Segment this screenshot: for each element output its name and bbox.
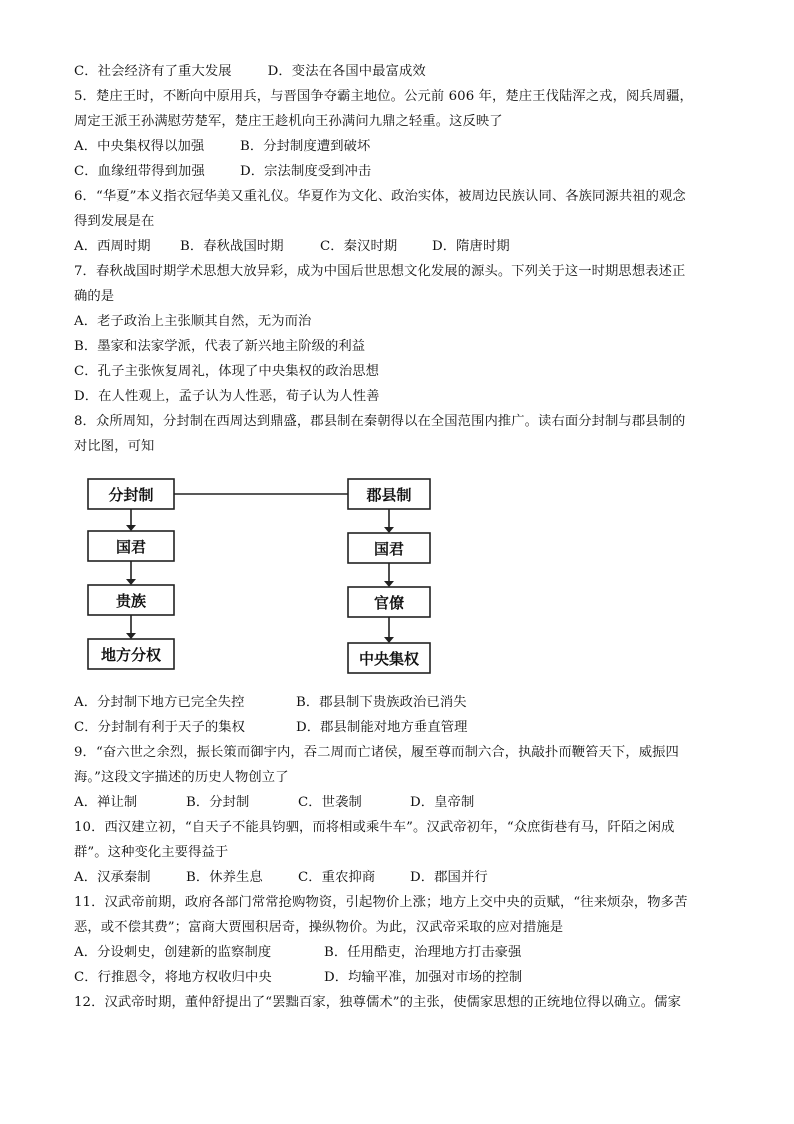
option-d: D．郡国并行 xyxy=(410,870,488,885)
question-7-text: 7．春秋战国时期学术思想大放异彩，成为中国后世思想文化发展的源头。下列关于这一时期思想表述正 xyxy=(74,264,686,279)
question-9-text: 9．“奋六世之余烈，振长策而御宇内，吞二周而亡诸侯，履至尊而制六合，执敲扑而鞭笞天下，威振四 xyxy=(74,745,679,760)
option-line xyxy=(74,793,474,813)
option-line xyxy=(74,968,522,988)
question-10-text-cont: 群”。这种变化主要得益于 xyxy=(74,845,229,860)
arrow-head xyxy=(126,579,136,585)
question-11-text-cont: 恶，或不偿其费”；富商大贾囤积居奇，操纵物价。为此，汉武帝采取的应对措施是 xyxy=(74,920,564,935)
arrow-head xyxy=(384,581,394,587)
option-line xyxy=(74,137,370,157)
option-a: A．汉承秦制 xyxy=(74,870,151,885)
option-line xyxy=(74,237,510,257)
option-b: B．分封制度遭到破坏 xyxy=(240,139,371,154)
box-label: 分封制 xyxy=(108,486,154,504)
box-label: 郡县制 xyxy=(366,486,412,504)
question-5-text-cont: 周定王派王孙满慰劳楚军，楚庄王趁机向王孙满问九鼎之轻重。这反映了 xyxy=(74,114,503,129)
option-d: D．宗法制度受到冲击 xyxy=(240,164,372,179)
option-c: C．血缘纽带得到加强 xyxy=(74,164,205,179)
option-a: A．西周时期 xyxy=(74,239,151,254)
option-a: A．中央集权得以加强 xyxy=(74,139,205,154)
box-label: 国君 xyxy=(373,540,405,558)
option-c: C．秦汉时期 xyxy=(320,239,398,254)
question-9-text-cont: 海。”这段文字描述的历史人物创立了 xyxy=(74,770,289,785)
option-c: C．社会经济有了重大发展 xyxy=(74,64,232,79)
option-c: C．分封制有利于天子的集权 xyxy=(74,720,246,735)
arrow-head xyxy=(384,527,394,533)
question-10-text: 10．西汉建立初，“自天子不能具钧驷，而将相或乘牛车”。汉武帝初年，“众庶街巷有马，阡陌之闲成 xyxy=(74,820,675,835)
option-a: A．禅让制 xyxy=(74,795,138,810)
option-a: A．老子政治上主张顺其自然，无为而治 xyxy=(74,314,312,329)
option-d: D．皇帝制 xyxy=(410,795,475,810)
option-c: C．世袭制 xyxy=(298,795,362,810)
arrow-head xyxy=(126,633,136,639)
question-6-text: 6．“华夏”本义指衣冠华美又重礼仪。华夏作为文化、政治实体，被周边民族认同、各族同源共祖的观念 xyxy=(74,189,686,204)
question-12-text: 12．汉武帝时期，董仲舒提出了“罢黜百家，独尊儒术”的主张，使儒家思想的正统地位得以确立。儒家 xyxy=(74,995,681,1010)
option-b: B．春秋战国时期 xyxy=(180,239,284,254)
arrow-head xyxy=(126,525,136,531)
box-label: 中央集权 xyxy=(358,650,420,668)
question-8-text-cont: 对比图，可知 xyxy=(74,439,155,454)
question-6-text-cont: 得到发展是在 xyxy=(74,214,155,229)
comparison-diagram xyxy=(80,475,440,675)
option-b: B．任用酷吏，治理地方打击豪强 xyxy=(324,945,522,960)
question-7-text-cont: 确的是 xyxy=(74,289,115,304)
option-c: C．孔子主张恢复周礼，体现了中央集权的政治思想 xyxy=(74,364,380,379)
arrow-head xyxy=(384,637,394,643)
option-d: D．变法在各国中最富成效 xyxy=(267,64,426,79)
option-line xyxy=(74,868,488,888)
box-label: 国君 xyxy=(115,538,147,556)
option-d: D．均输平准，加强对市场的控制 xyxy=(324,970,523,985)
option-line xyxy=(74,693,467,713)
option-b: B．分封制 xyxy=(186,795,250,810)
question-5-text: 5．楚庄王时，不断向中原用兵，与晋国争夺霸主地位。公元前 606 年，楚庄王伐陆浑之戎，阅兵周疆， xyxy=(74,89,693,104)
box-label: 官僚 xyxy=(373,594,405,612)
option-c: C．重农抑商 xyxy=(298,870,376,885)
option-line xyxy=(74,162,371,182)
box-label: 地方分权 xyxy=(100,646,162,664)
question-11-text: 11．汉武帝前期，政府各部门常常抢购物资，引起物价上涨；地方上交中央的贡赋，“往来烦杂，物多苦 xyxy=(74,895,688,910)
option-b: B．郡县制下贵族政治已消失 xyxy=(296,695,467,710)
option-d: D．在人性观上，孟子认为人性恶，荀子认为人性善 xyxy=(74,389,380,404)
option-b: B．墨家和法家学派，代表了新兴地主阶级的利益 xyxy=(74,339,366,354)
option-c: C．行推恩令，将地方权收归中央 xyxy=(74,970,272,985)
option-a: A．分设刺史，创建新的监察制度 xyxy=(74,945,272,960)
option-b: B．休养生息 xyxy=(186,870,263,885)
option-d: D．郡县制能对地方垂直管理 xyxy=(296,720,468,735)
question-8-text: 8．众所周知，分封制在西周达到鼎盛，郡县制在秦朝得以在全国范围内推广。读右面分封制与郡县制的 xyxy=(74,414,686,429)
option-d: D．隋唐时期 xyxy=(432,239,510,254)
option-line xyxy=(74,718,468,738)
option-line xyxy=(74,943,521,963)
option-line xyxy=(74,62,426,82)
option-a: A．分封制下地方已完全失控 xyxy=(74,695,245,710)
box-label: 贵族 xyxy=(115,592,147,610)
